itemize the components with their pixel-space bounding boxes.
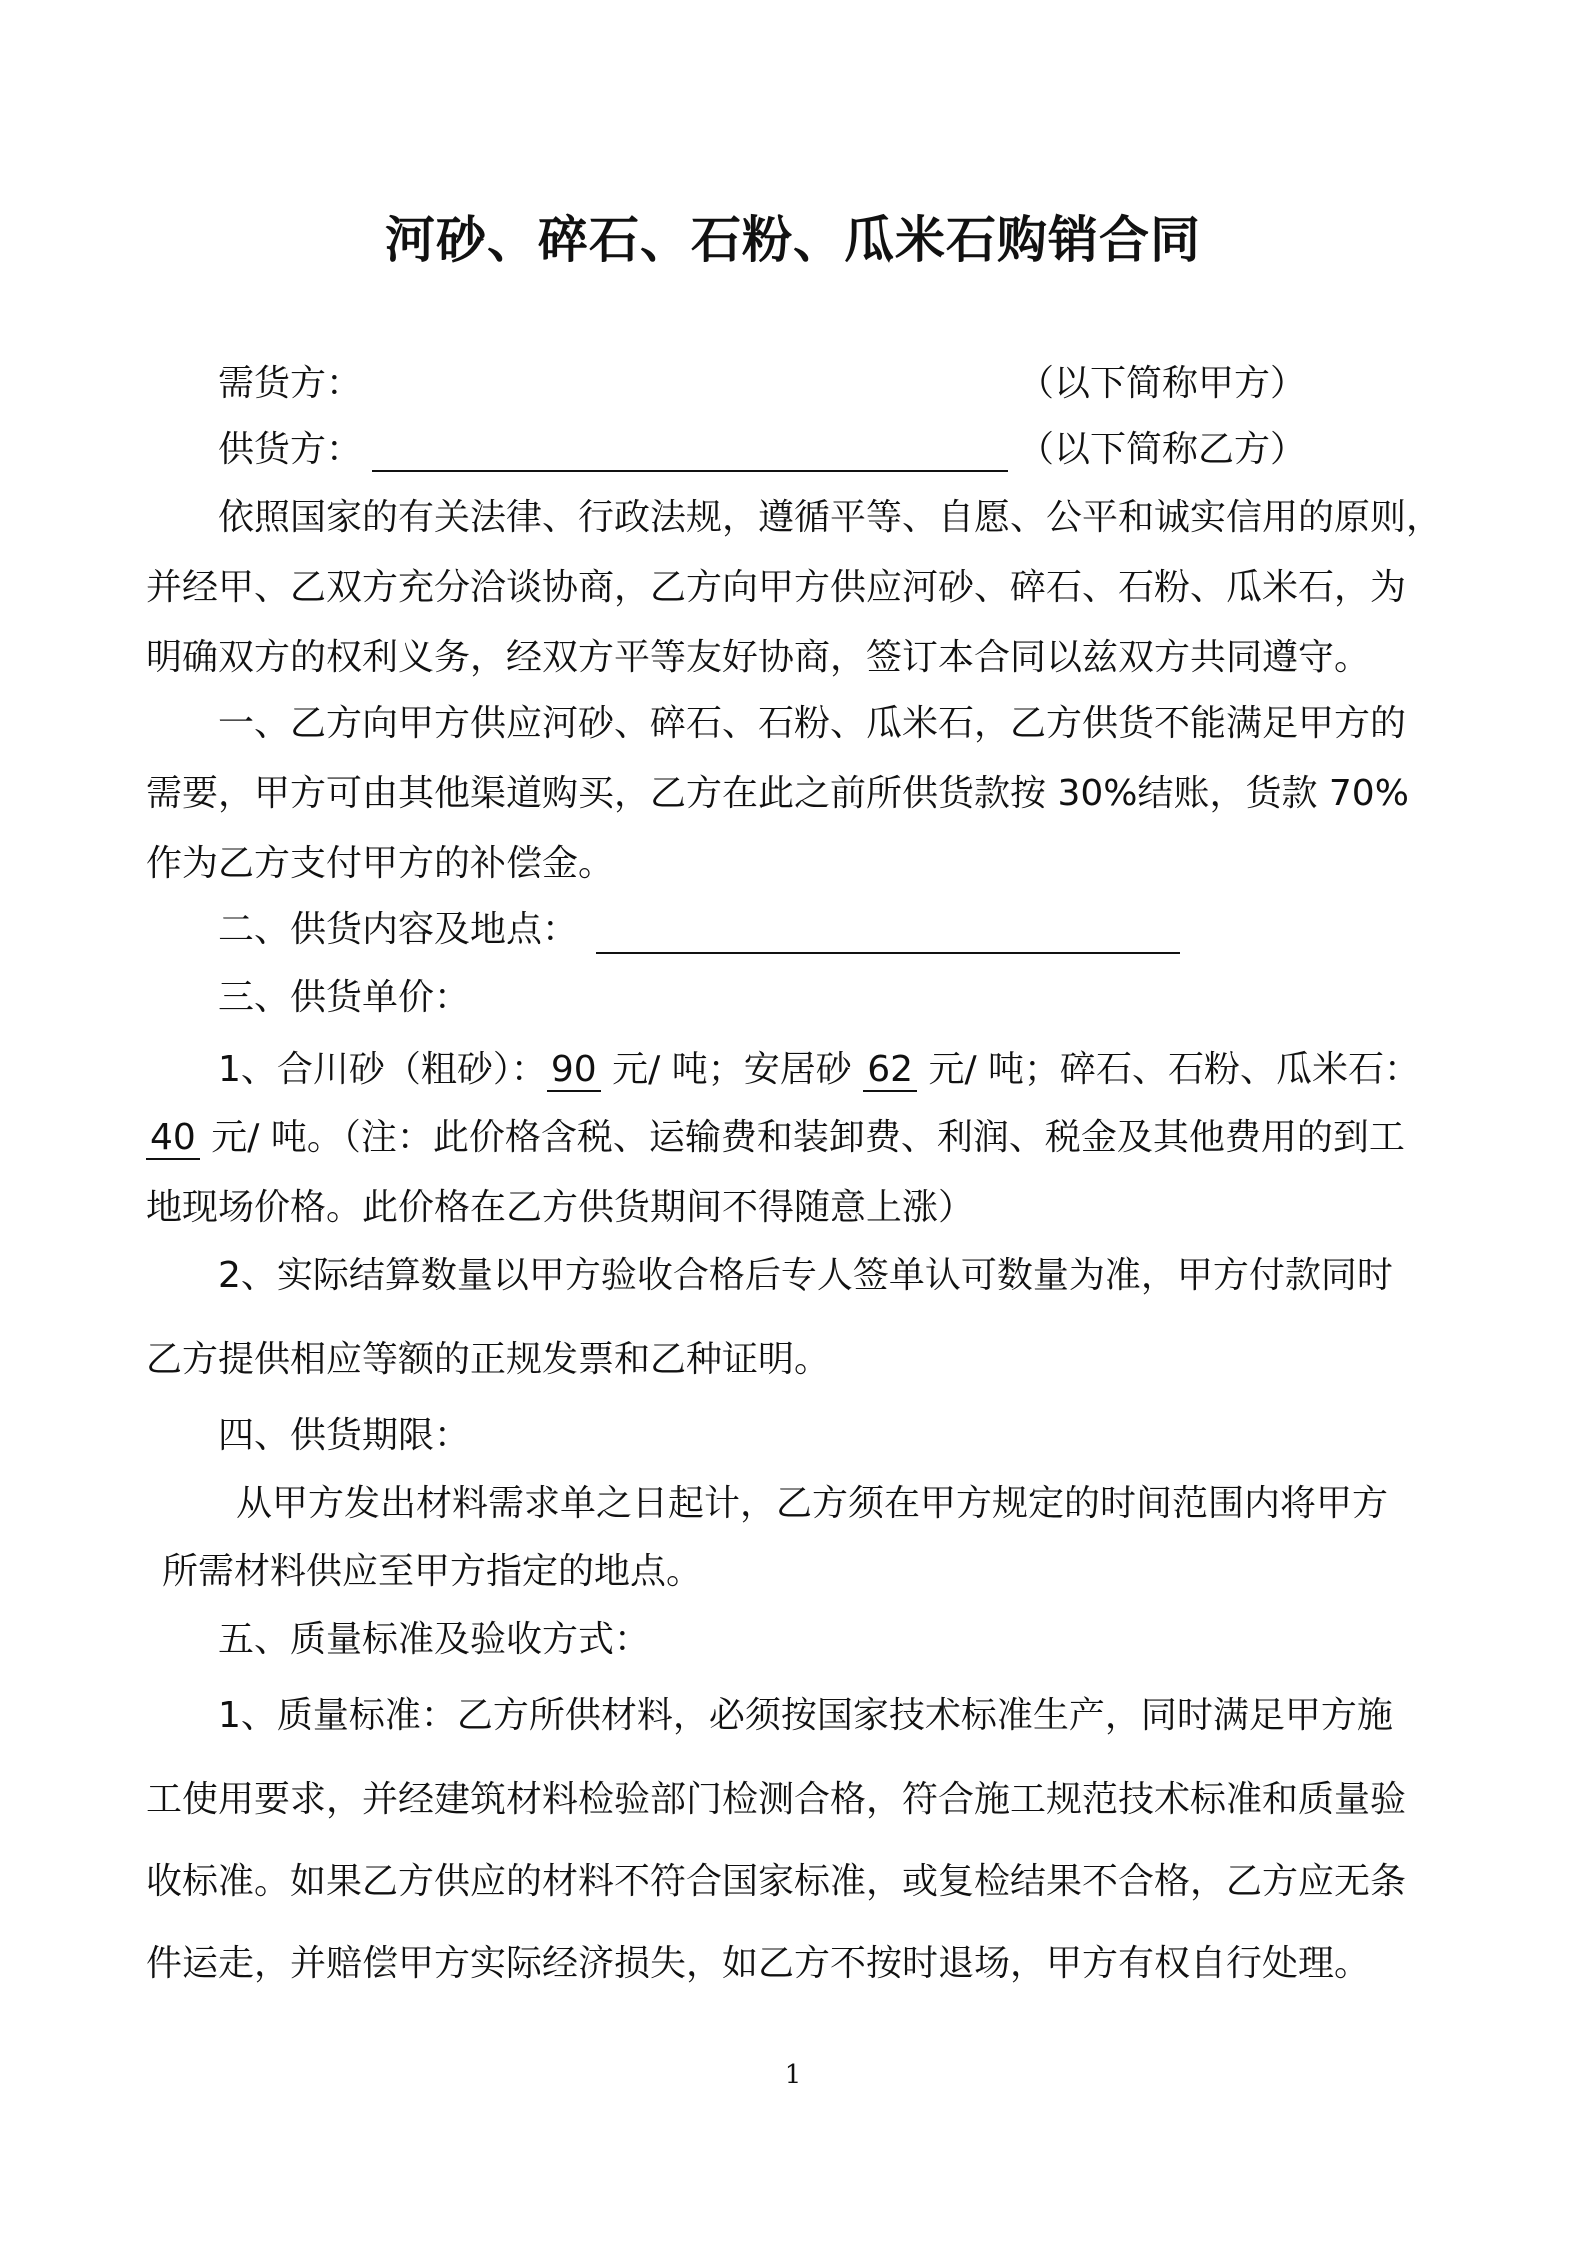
settle-line: 乙方提供相应等额的正规发票和乙种证明。 bbox=[146, 1339, 831, 1380]
quality-line: 工使用要求，并经建筑材料检验部门检测合格，符合施工规范技术标准和质量验 bbox=[146, 1779, 1407, 1820]
supplier-label: 供货方： bbox=[218, 429, 363, 470]
buyer-note: （以下简称甲方） bbox=[1018, 363, 1307, 404]
price-line-3: 地现场价格。此价格在乙方供货期间不得随意上涨） bbox=[146, 1187, 975, 1228]
price-line-1 bbox=[218, 1048, 1420, 1092]
sec1-line: 作为乙方支付甲方的补偿金。 bbox=[146, 843, 615, 884]
price-text: 1、合川砂（粗砂）： bbox=[218, 1049, 547, 1090]
sec4-line: 所需材料供应至甲方指定的地点。 bbox=[162, 1551, 703, 1592]
intro-line: 明确双方的权利义务，经双方平等友好协商，签订本合同以兹双方共同遵守。 bbox=[146, 637, 1371, 678]
sec1-line: 一、乙方向甲方供应河砂、碎石、石粉、瓜米石，乙方供货不能满足甲方的 bbox=[218, 703, 1407, 744]
sec4-label: 四、供货期限： bbox=[218, 1415, 471, 1456]
price-value-hechuan: 90 bbox=[547, 1049, 601, 1092]
buyer-label: 需货方： bbox=[218, 363, 363, 404]
sec1-line: 需要，甲方可由其他渠道购买，乙方在此之前所供货款按 30%结账，货款 70% bbox=[146, 773, 1409, 814]
price-value-anju: 62 bbox=[863, 1049, 917, 1092]
supplier-blank bbox=[372, 430, 1008, 472]
page-number: 1 bbox=[784, 2060, 802, 2090]
price-text: 元/ 吨。（注：此价格含税、运输费和装卸费、利润、税金及其他费用的到工 bbox=[199, 1117, 1405, 1158]
document-title: 河砂、碎石、石粉、瓜米石购销合同 bbox=[385, 211, 1201, 269]
quality-line: 收标准。如果乙方供应的材料不符合国家标准，或复检结果不合格，乙方应无条 bbox=[146, 1861, 1407, 1902]
price-value-gravel: 40 bbox=[146, 1117, 200, 1160]
settle-line: 2、实际结算数量以甲方验收合格后专人签单认可数量为准，甲方付款同时 bbox=[218, 1255, 1393, 1296]
price-text: 元/ 吨；安居砂 bbox=[600, 1049, 864, 1090]
price-line-2 bbox=[146, 1116, 1405, 1160]
price-text: 元/ 吨；碎石、石粉、瓜米石： bbox=[917, 1049, 1421, 1090]
quality-line: 1、质量标准：乙方所供材料，必须按国家技术标准生产，同时满足甲方施 bbox=[218, 1695, 1393, 1736]
sec4-line: 从甲方发出材料需求单之日起计，乙方须在甲方规定的时间范围内将甲方 bbox=[236, 1483, 1389, 1524]
intro-line: 依照国家的有关法律、行政法规，遵循平等、自愿、公平和诚实信用的原则， bbox=[218, 497, 1443, 538]
sec2-label: 二、供货内容及地点： bbox=[218, 909, 579, 950]
supplier-note: （以下简称乙方） bbox=[1018, 429, 1307, 470]
quality-line: 件运走，并赔偿甲方实际经济损失，如乙方不按时退场，甲方有权自行处理。 bbox=[146, 1943, 1371, 1984]
intro-line: 并经甲、乙双方充分洽谈协商，乙方向甲方供应河砂、碎石、石粉、瓜米石，为 bbox=[146, 567, 1407, 608]
sec2-blank bbox=[596, 912, 1180, 954]
sec3-label: 三、供货单价： bbox=[218, 977, 471, 1018]
sec5-label: 五、质量标准及验收方式： bbox=[218, 1619, 651, 1660]
